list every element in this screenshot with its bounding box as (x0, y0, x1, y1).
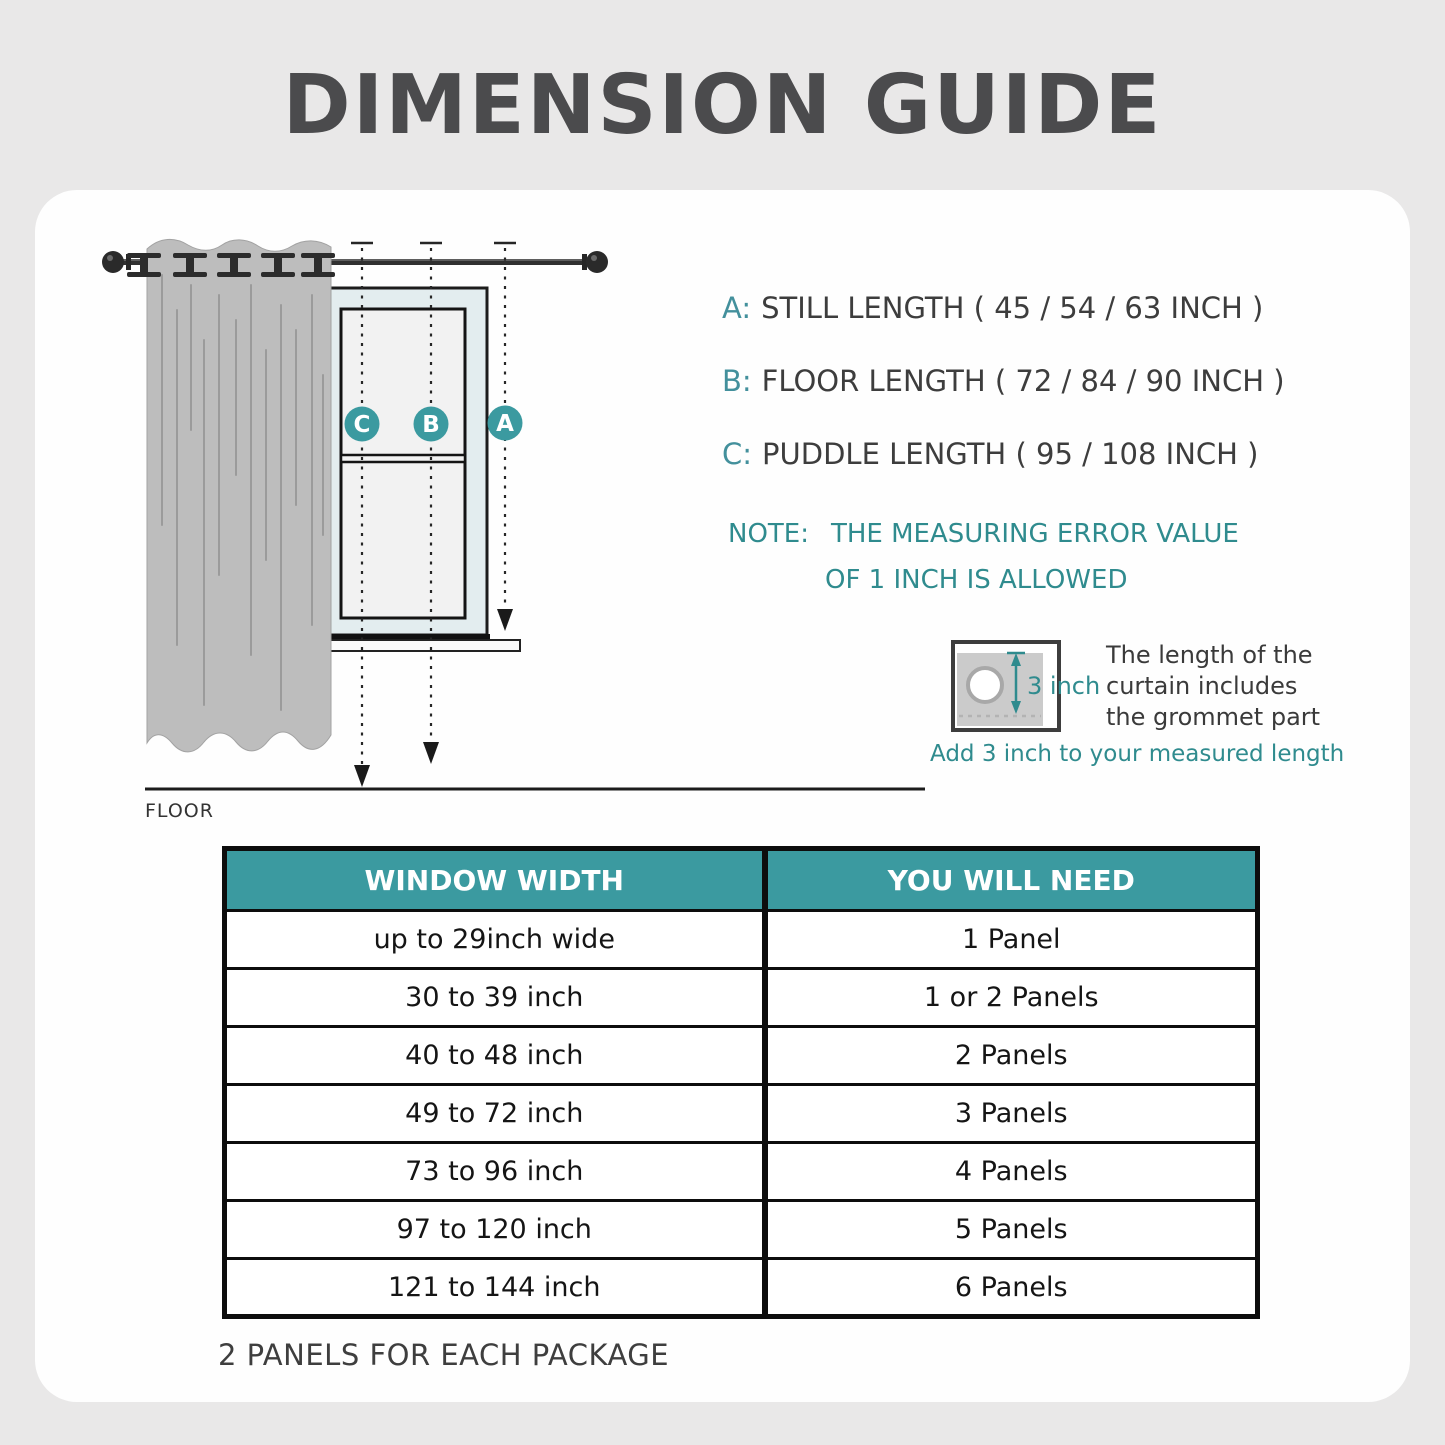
panels-needed-cell: 3 Panels (765, 1085, 1258, 1143)
badge-c: C (353, 412, 371, 438)
note-label: NOTE: (728, 519, 809, 549)
badge-a: A (496, 411, 514, 437)
header-you-will-need: YOU WILL NEED (765, 849, 1258, 911)
panels-needed-cell: 5 Panels (765, 1201, 1258, 1259)
package-note: 2 PANELS FOR EACH PACKAGE (218, 1338, 670, 1372)
panels-needed-cell: 4 Panels (765, 1143, 1258, 1201)
spec-a-text: STILL LENGTH ( 45 / 54 / 63 INCH ) (761, 291, 1264, 325)
spec-c-text: PUDDLE LENGTH ( 95 / 108 INCH ) (762, 437, 1259, 471)
panels-needed-cell: 6 Panels (765, 1259, 1258, 1317)
grommet-caption-line: the grommet part (1106, 703, 1321, 731)
measure-badges (345, 406, 523, 442)
table-row (225, 969, 1258, 1027)
page-title: DIMENSION GUIDE (282, 58, 1163, 153)
window-width-cell: up to 29inch wide (225, 911, 765, 969)
grommet-caption-line: curtain includes (1106, 672, 1298, 700)
badge-b: B (422, 412, 440, 438)
spec-b-text: FLOOR LENGTH ( 72 / 84 / 90 INCH ) (761, 364, 1285, 398)
window-icon (318, 288, 520, 651)
panels-needed-cell: 1 Panel (765, 911, 1258, 969)
window-width-cell: 40 to 48 inch (225, 1027, 765, 1085)
floor-label: FLOOR (145, 800, 214, 822)
header-window-width: WINDOW WIDTH (225, 849, 765, 911)
panels-needed-cell: 2 Panels (765, 1027, 1258, 1085)
spec-still-length (722, 291, 1263, 325)
curtain-icon (127, 239, 335, 751)
window-width-cell: 121 to 144 inch (225, 1259, 765, 1317)
note-text-1: THE MEASURING ERROR VALUE (830, 519, 1239, 549)
spec-a-prefix: A: (722, 291, 752, 325)
window-width-cell: 30 to 39 inch (225, 969, 765, 1027)
window-width-cell: 73 to 96 inch (225, 1143, 765, 1201)
spec-c-prefix: C: (722, 437, 753, 471)
spec-floor-length (722, 364, 1285, 398)
table-header-row (225, 849, 1258, 911)
grommet-tip: Add 3 inch to your measured length (930, 741, 1345, 767)
table-row (225, 1259, 1258, 1317)
window-width-cell: 49 to 72 inch (225, 1085, 765, 1143)
three-inch-label: 3 inch (1027, 672, 1101, 700)
note-line-2: OF 1 INCH IS ALLOWED (825, 565, 1128, 595)
grommet-caption-line: The length of the (1106, 641, 1313, 669)
spec-puddle-length (722, 437, 1259, 471)
panel-count-table (222, 846, 1260, 1319)
grommet-caption (1106, 640, 1320, 733)
note-line-1 (728, 519, 1239, 549)
table-row (225, 911, 1258, 969)
panels-needed-cell: 1 or 2 Panels (765, 969, 1258, 1027)
table-row (225, 1027, 1258, 1085)
table-row (225, 1201, 1258, 1259)
window-width-cell: 97 to 120 inch (225, 1201, 765, 1259)
spec-b-prefix: B: (722, 364, 752, 398)
table-row (225, 1143, 1258, 1201)
table-row (225, 1085, 1258, 1143)
